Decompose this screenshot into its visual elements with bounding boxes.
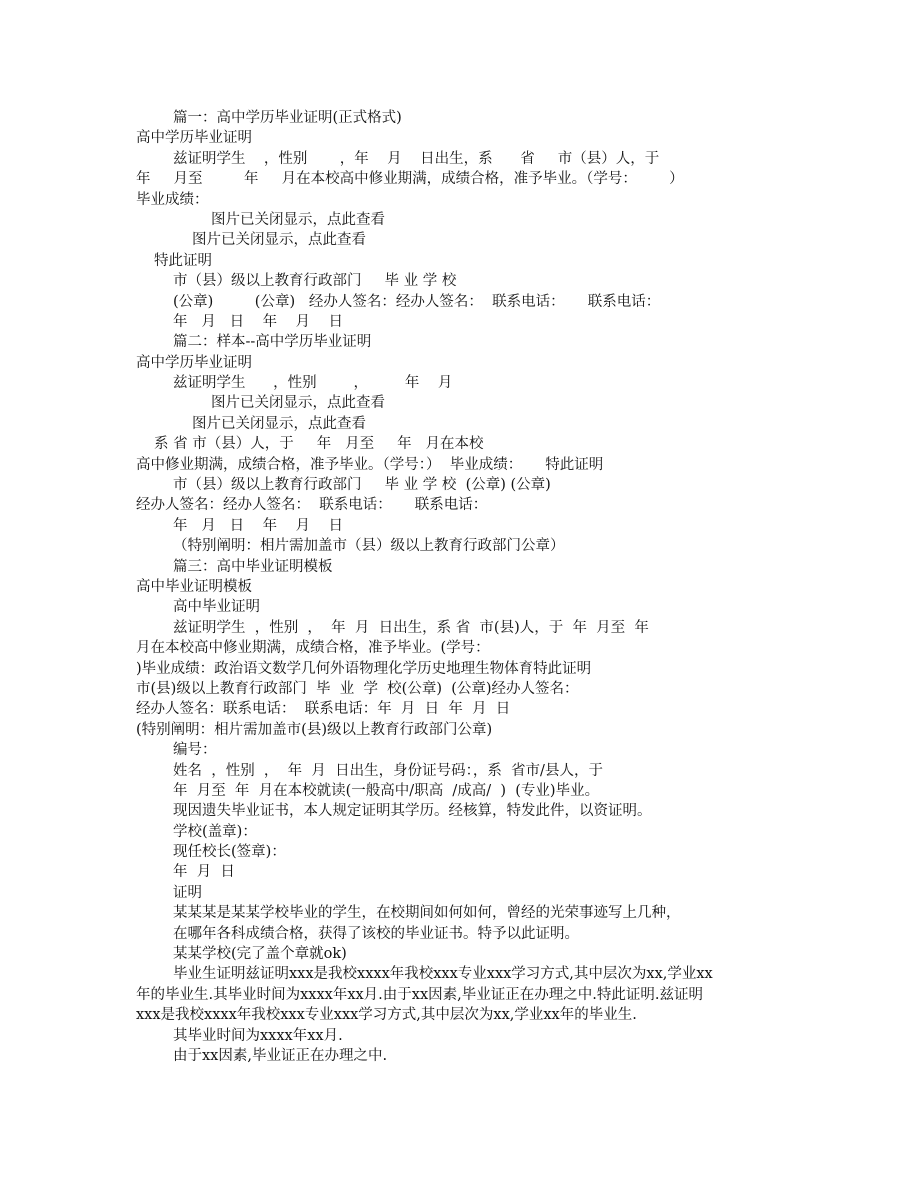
text-line: 篇三：高中毕业证明模板 xyxy=(173,558,333,575)
text-line: 高中毕业证明模板 xyxy=(136,578,252,595)
text-line: 年的毕业生.其毕业时间为xxxx年xx月.由于xx因素,毕业证正在办理之中.特此证明.兹证明 xyxy=(136,986,703,1003)
text-line: 某某某是某某学校毕业的学生，在校期间如何如何，曾经的光荣事迹写上几种， xyxy=(173,905,681,922)
text-line: )毕业成绩：政治语文数学几何外语物理化学历史地理生物体育特此证明 xyxy=(136,660,592,677)
text-line: 由于xx因素,毕业证正在办理之中. xyxy=(173,1047,388,1064)
text-line: 经办人签名：联系电话： 联系电话：年 月 日 年 月 日 xyxy=(136,701,511,718)
text-line: 市（县）级以上教育行政部门 毕 业 学 校 (公章) (公章) xyxy=(173,477,551,494)
text-line: 市(县)级以上教育行政部门 毕 业 学 校(公章) (公章)经办人签名： xyxy=(136,680,579,697)
text-line: (公章) (公章) 经办人签名：经办人签名： 联系电话： 联系电话： xyxy=(173,293,661,310)
text-line: 其毕业时间为xxxx年xx月. xyxy=(173,1027,343,1044)
text-line: 高中毕业证明 xyxy=(173,599,260,616)
text-line: 高中修业期满，成绩合格，准予毕业。（学号：） 毕业成绩： 特此证明 xyxy=(136,456,604,473)
text-line: 高中学历毕业证明 xyxy=(136,130,252,147)
text-line: 证明 xyxy=(173,884,202,901)
text-line: 篇一：高中学历毕业证明(正式格式) xyxy=(173,110,402,126)
text-line: 编号： xyxy=(173,742,217,759)
text-line: 篇二：样本--高中学历毕业证明 xyxy=(173,334,372,351)
text-line: 现任校长(签章)： xyxy=(173,844,286,861)
text-line: 毕业生证明兹证明xxx是我校xxxx年我校xxx专业xxx学习方式,其中层次为xx,学业xx xyxy=(173,966,713,983)
document-body xyxy=(136,108,796,1066)
text-line: 年 月 日 年 月 日 xyxy=(173,313,343,330)
text-line: 兹证明学生 ，性别 ， 年 月 xyxy=(173,375,453,392)
text-line: xxx是我校xxxx年我校xxx专业xxx学习方式,其中层次为xx,学业xx年的毕业生. xyxy=(136,1007,637,1024)
text-line: 系 省 市（县）人，于 年 月至 年 月在本校 xyxy=(154,436,484,453)
text-line: 年 月至 年 月在本校高中修业期满，成绩合格，准予毕业。（学号： ） xyxy=(136,171,684,188)
text-line: 图片已关闭显示，点此查看 xyxy=(192,232,366,249)
text-line: 姓名 ，性别 ， 年 月 日出生，身份证号码：，系 省市/县人，于 xyxy=(173,762,603,779)
text-line: 在哪年各科成绩合格，获得了该校的毕业证书。特予以此证明。 xyxy=(173,925,579,942)
text-line: 毕业成绩： xyxy=(136,191,209,208)
text-line: （特别阐明：相片需加盖市（县）级以上教育行政部门公章） xyxy=(173,538,565,555)
text-line: 兹证明学生 ，性别 ， 年 月 日出生，系 省 市(县)人，于 年 月至 年 xyxy=(173,619,649,636)
text-line: (特别阐明：相片需加盖市(县)级以上教育行政部门公章) xyxy=(136,721,493,738)
text-line: 某某学校(完了盖个章就ok) xyxy=(173,946,347,963)
text-line: 高中学历毕业证明 xyxy=(136,354,252,371)
text-line: 市（县）级以上教育行政部门 毕 业 学 校 xyxy=(173,273,457,290)
text-line: 月在本校高中修业期满，成绩合格，准予毕业。(学号： xyxy=(136,640,490,657)
text-line: 学校(盖章)： xyxy=(173,823,257,840)
text-line: 经办人签名：经办人签名： 联系电话： 联系电话： xyxy=(136,497,488,514)
text-line: 年 月至 年 月在本校就读(一般高中/职高 /成高/ ) (专业)毕业。 xyxy=(173,782,600,799)
text-line: 现因遗失毕业证书，本人规定证明其学历。经核算，特发此件，以资证明。 xyxy=(173,803,652,820)
text-line: 年 月 日 年 月 日 xyxy=(173,517,343,534)
text-line: 图片已关闭显示，点此查看 xyxy=(211,211,385,228)
text-line: 特此证明 xyxy=(154,252,212,269)
text-line: 图片已关闭显示，点此查看 xyxy=(192,415,366,432)
text-line: 兹证明学生 ，性别 ，年 月 日出生，系 省 市（县）人，于 xyxy=(173,150,660,167)
text-line: 年 月 日 xyxy=(173,864,235,881)
text-line: 图片已关闭显示，点此查看 xyxy=(211,395,385,412)
